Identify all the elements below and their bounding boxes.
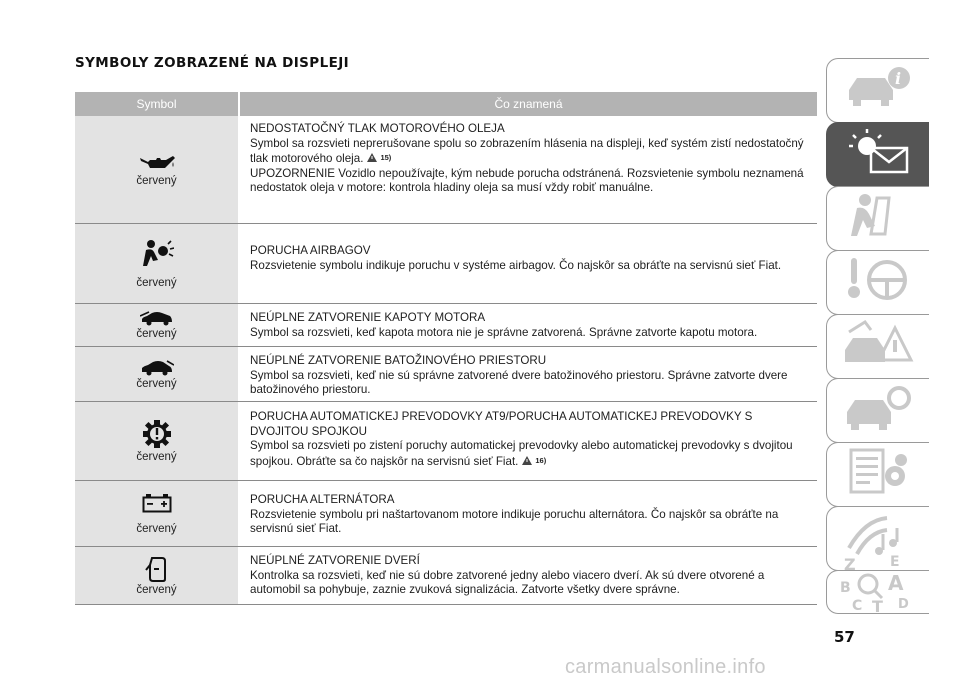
- table-row: [75, 304, 817, 347]
- svg-text:i: i: [895, 69, 902, 88]
- tab-warning-lights[interactable]: [826, 122, 929, 187]
- reference-number: 16): [535, 455, 547, 465]
- warning-reference-icon: [367, 152, 377, 167]
- table-row: [75, 547, 817, 605]
- row-title: PORUCHA AUTOMATICKEJ PREVODOVKY AT9/PORUCHA AUTOMATICKEJ PREVODOVKY S DVOJITOU SPOJKOU: [250, 410, 753, 438]
- symbols-table: [75, 92, 817, 605]
- emergency-icon: [841, 318, 915, 375]
- warning-reference-icon: [522, 455, 532, 470]
- boot-open-icon: [140, 358, 174, 376]
- index-letter: E: [890, 553, 900, 570]
- tab-steering[interactable]: [826, 250, 929, 315]
- row-text: Symbol sa rozsvieti po zistení poruchy automatickej prevodovky alebo automatickej prevodovky s dvojitou spojkou. Obráťte sa čo najskôr na servisnú sieť Fiat.: [250, 439, 793, 468]
- index-letters-icon: [838, 553, 918, 619]
- row-text: Symbol sa rozsvieti, keď kapota motora nie je správne zatvorená. Správne zatvorte kapotu motora.: [250, 325, 758, 339]
- seat-airbag-icon: [843, 190, 913, 247]
- index-letter: C: [852, 597, 863, 614]
- color-label: červený: [136, 451, 177, 463]
- index-letter: A: [888, 570, 904, 595]
- row-title: PORUCHA AIRBAGOV: [250, 244, 371, 257]
- warning-lights-icon: [841, 126, 915, 183]
- table-row: [75, 347, 817, 402]
- index-letter: Z: [844, 554, 856, 574]
- row-title: NEÚPLNÉ ZATVORENIE BATOŽINOVÉHO PRIESTORU: [250, 354, 547, 367]
- index-letter: B: [840, 579, 851, 596]
- row-text: Kontrolka sa rozsvieti, keď nie sú dobre zatvorené jedny alebo viacero dverí. Ak sú dvere otvorené a automobil sa pohybuje, zaznie zvuková signalizácia. Zatvorte všetky dvere správne.: [250, 568, 765, 596]
- row-text: Rozsvietenie symbolu indikuje poruchu v systéme airbagov. Čo najskôr sa obráťte na servisnú sieť Fiat.: [250, 258, 782, 272]
- battery-icon: [142, 493, 172, 513]
- row-text: Symbol sa rozsvieti neprerušovane spolu so zobrazením hlásenia na displeji, keď systém zistí nedostatočný tlak motorového oleja.: [250, 136, 804, 165]
- tab-car-service[interactable]: [826, 378, 929, 443]
- oil-can-icon: [137, 153, 177, 173]
- airbag-icon: [140, 239, 174, 269]
- tab-index[interactable]: [826, 553, 929, 614]
- car-service-icon: [843, 382, 913, 439]
- tab-emergency[interactable]: [826, 314, 929, 379]
- row-text: Symbol sa rozsvieti, keď nie sú správne zatvorené dvere batožinového priestoru. Správne zatvorte dvere batožinového priestoru.: [250, 368, 788, 396]
- car-info-icon: [843, 64, 913, 117]
- color-label: červený: [136, 522, 177, 535]
- reference-number: 15): [380, 153, 392, 162]
- technical-data-icon: [843, 446, 913, 503]
- tab-car-info[interactable]: [826, 58, 929, 123]
- color-label: červený: [136, 174, 177, 187]
- tab-technical-data[interactable]: [826, 442, 929, 507]
- color-label: červený: [136, 328, 177, 340]
- row-text: Rozsvietenie symbolu pri naštartovanom motore indikuje poruchu alternátora. Čo najskôr sa obráťte na servisnú sieť Fiat.: [250, 507, 779, 535]
- page-number: 57: [834, 628, 855, 646]
- door-open-icon: [145, 556, 169, 582]
- index-letter: D: [898, 596, 909, 612]
- row-title: NEÚPLNE ZATVORENIE KAPOTY MOTORA: [250, 311, 486, 324]
- row-title: PORUCHA ALTERNÁTORA: [250, 493, 395, 506]
- table-row: [75, 224, 817, 304]
- header-meaning: Čo znamená: [238, 92, 817, 116]
- row-title: NEDOSTATOČNÝ TLAK MOTOROVÉHO OLEJA: [250, 122, 505, 135]
- table-row: [75, 481, 817, 547]
- chapter-tabs: [826, 58, 928, 613]
- gearbox-fault-icon: [142, 419, 172, 449]
- steering-wheel-icon: [843, 254, 913, 311]
- table-header: [75, 92, 817, 116]
- row-title: NEÚPLNÉ ZATVORENIE DVERÍ: [250, 554, 420, 567]
- page-title: SYMBOLY ZOBRAZENÉ NA DISPLEJI: [75, 55, 350, 71]
- color-label: červený: [136, 378, 177, 390]
- index-letter: T: [872, 596, 883, 614]
- color-label: červený: [136, 276, 177, 289]
- color-label: červený: [136, 583, 177, 596]
- tab-seat-airbag[interactable]: [826, 186, 929, 251]
- bonnet-open-icon: [140, 310, 174, 326]
- watermark: carmanualsonline.info: [565, 656, 766, 678]
- table-row: [75, 402, 817, 481]
- table-row: [75, 116, 817, 224]
- row-note: UPOZORNENIE Vozidlo nepoužívajte, kým nebude porucha odstránená. Rozsvietenie symbolu neznamená nedostatok oleja v motore: kontrola hladiny oleja sa musí vždy robiť manuálne.: [250, 166, 804, 194]
- header-symbol: Symbol: [136, 97, 177, 111]
